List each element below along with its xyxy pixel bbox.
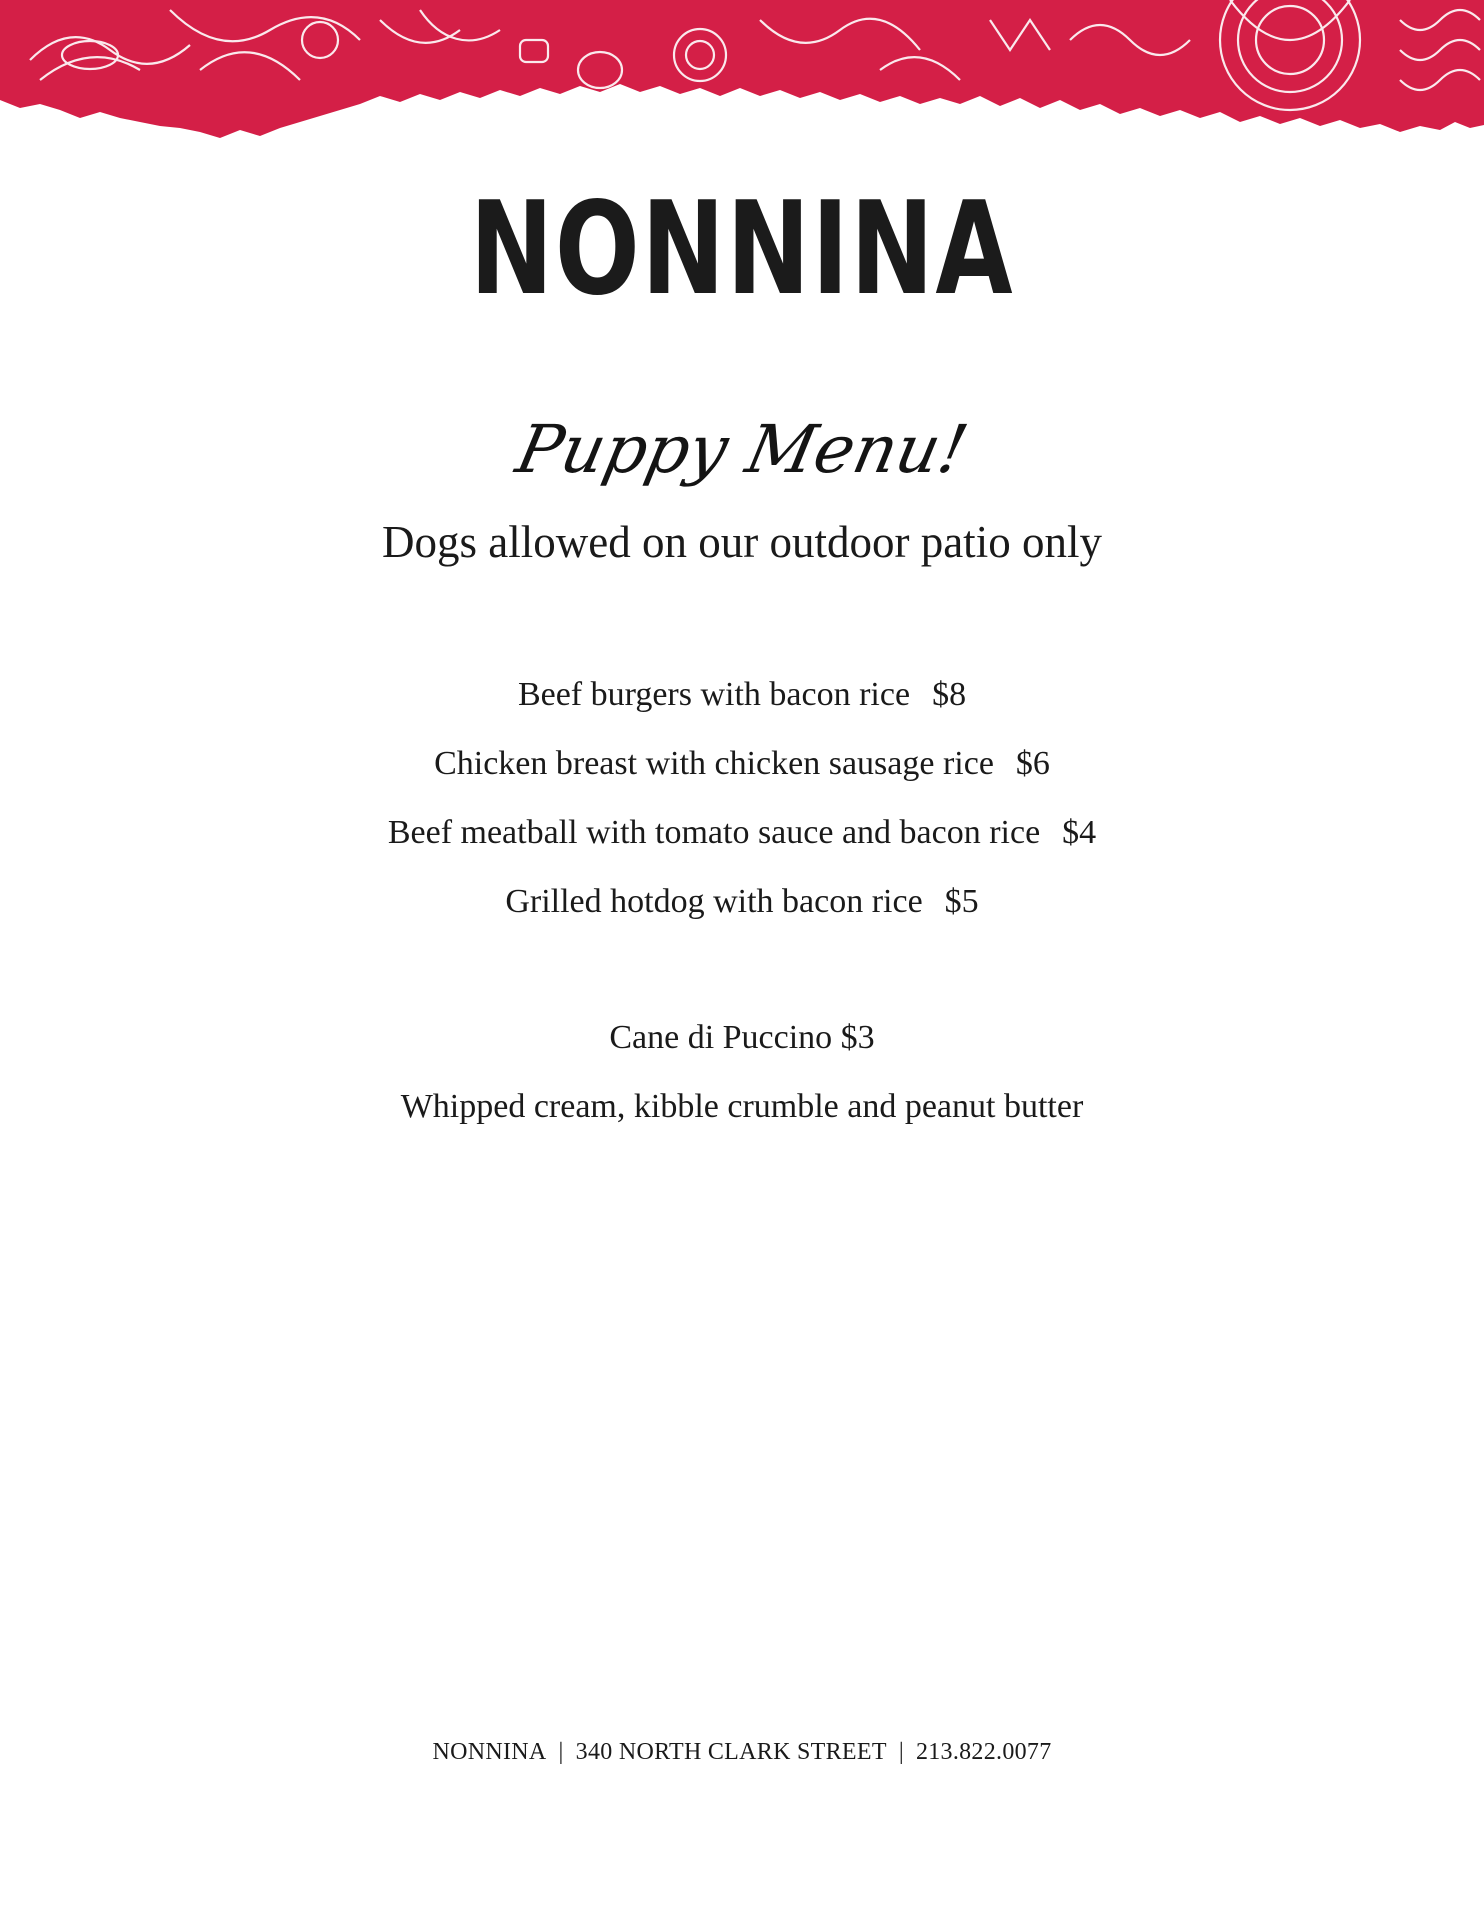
dessert-name: Cane di Puccino $3 <box>609 1019 875 1056</box>
menu-item-name: Grilled hotdog with bacon rice <box>505 883 923 920</box>
menu-item-price: $6 <box>1015 745 1050 782</box>
patio-notice: Dogs allowed on our outdoor patio only <box>382 517 1102 567</box>
menu-item-name: Chicken breast with chicken sausage rice <box>434 745 994 782</box>
footer-restaurant-name: NONNINA <box>432 1739 547 1765</box>
page-title: Puppy Menu! <box>509 411 975 488</box>
pasta-illustration-banner <box>0 0 1484 150</box>
footer-address: 340 NORTH CLARK STREET <box>575 1739 887 1765</box>
menu-item <box>0 660 1484 729</box>
footer-divider: | <box>898 1739 904 1765</box>
menu-item-price: $4 <box>1062 814 1097 851</box>
menu-item <box>0 798 1484 867</box>
menu-list <box>0 660 1484 936</box>
menu-item <box>0 729 1484 798</box>
restaurant-logo: NONNINA <box>469 175 1015 324</box>
menu-item-name: Beef burgers with bacon rice <box>517 676 911 713</box>
dessert-section <box>0 1003 1484 1141</box>
menu-item <box>0 867 1484 936</box>
footer-phone: 213.822.0077 <box>915 1739 1052 1765</box>
menu-item-name: Beef meatball with tomato sauce and bacon rice <box>387 814 1041 851</box>
menu-item-price: $5 <box>944 883 979 920</box>
footer-contact <box>0 1734 1484 1770</box>
menu-item-price: $8 <box>932 676 967 713</box>
dessert-description: Whipped cream, kibble crumble and peanut butter <box>400 1088 1084 1125</box>
footer-divider: | <box>558 1739 564 1765</box>
